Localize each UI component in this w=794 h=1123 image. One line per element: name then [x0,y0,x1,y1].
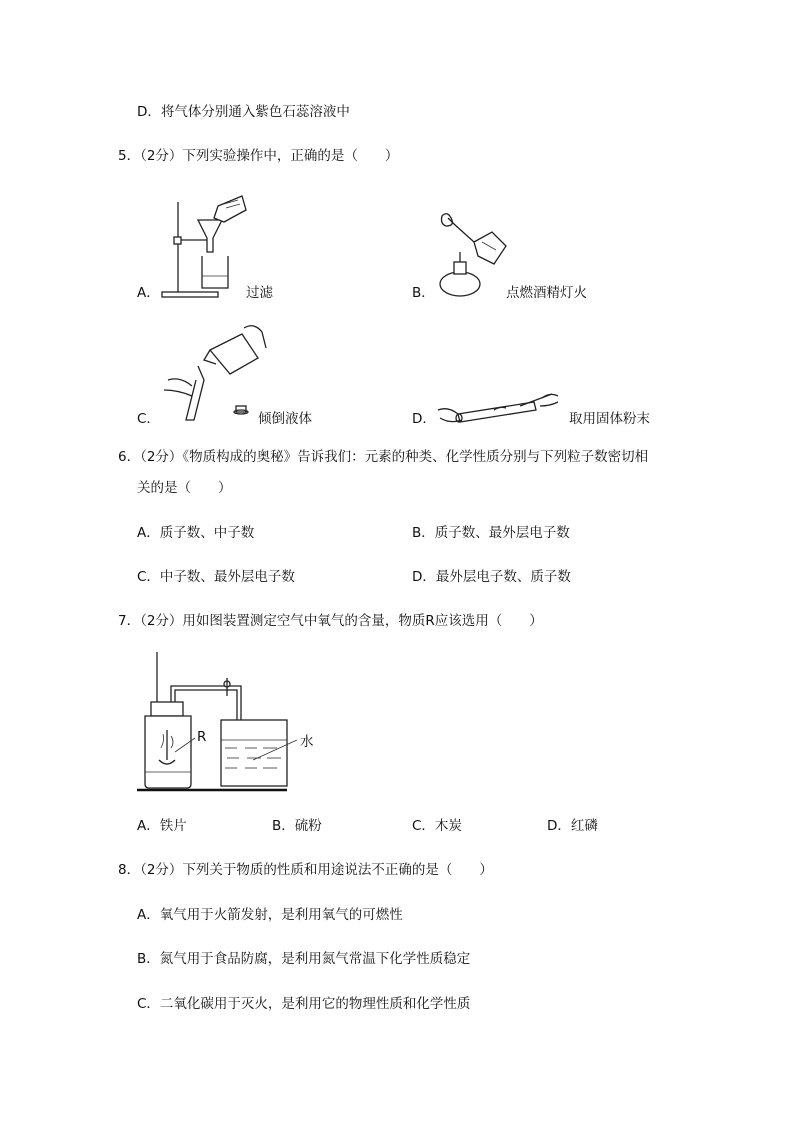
q8-stem: 8．（2分）下列关于物质的性质和用途说法不正确的是（ ） [118,862,493,878]
q7-option-a: A．铁片 [137,818,187,834]
q5-option-c-caption: 倾倒液体 [258,411,312,427]
q5-option-d-caption: 取用固体粉末 [569,411,650,427]
alcohol-lamp-figure [434,212,510,300]
q7-option-d: D．红磷 [547,818,598,834]
q8-option-a: A．氧气用于火箭发射，是利用氧气的可燃性 [137,907,403,923]
q6-option-c: C．中子数、最外层电子数 [137,569,295,585]
q5-option-c-letter: C． [137,411,160,427]
q6-option-a: A．质子数、中子数 [137,525,255,541]
figure-label-water: 水 [300,734,314,750]
pouring-liquid-figure [158,320,268,428]
q5-option-a-caption: 过滤 [246,285,273,301]
q7-option-b: B．硫粉 [272,818,322,834]
q5-stem: 5．（2分）下列实验操作中，正确的是（ ） [118,148,399,164]
q7-stem: 7．（2分）用如图装置测定空气中氧气的含量，物质R应该选用（ ） [118,613,543,629]
q6-stem-line1: 6．（2分）《物质构成的奥秘》告诉我们：元素的种类、化学性质分别与下列粒子数密切相 [118,449,649,465]
q6-option-b: B．质子数、最外层电子数 [412,525,570,541]
q4-option-d: D．将气体分别通入紫色石蕊溶液中 [137,104,350,120]
q6-option-d: D．最外层电子数、质子数 [412,569,571,585]
q8-option-b: B．氮气用于食品防腐，是利用氮气常温下化学性质稳定 [137,951,471,967]
q5-option-b-caption: 点燃酒精灯火 [506,285,587,301]
q8-option-c: C．二氧化碳用于灭火，是利用它的物理性质和化学性质 [137,996,471,1012]
q6-stem-line2: 关的是（ ） [137,480,232,496]
filtration-figure [158,192,248,300]
q5-option-a-letter: A． [137,285,160,301]
q5-option-b-letter: B． [412,285,435,301]
oxygen-apparatus-figure [137,652,327,802]
figure-label-r: R [197,729,207,745]
solid-powder-figure [434,384,562,432]
q7-option-c: C．木炭 [412,818,462,834]
q5-option-d-letter: D． [412,411,436,427]
